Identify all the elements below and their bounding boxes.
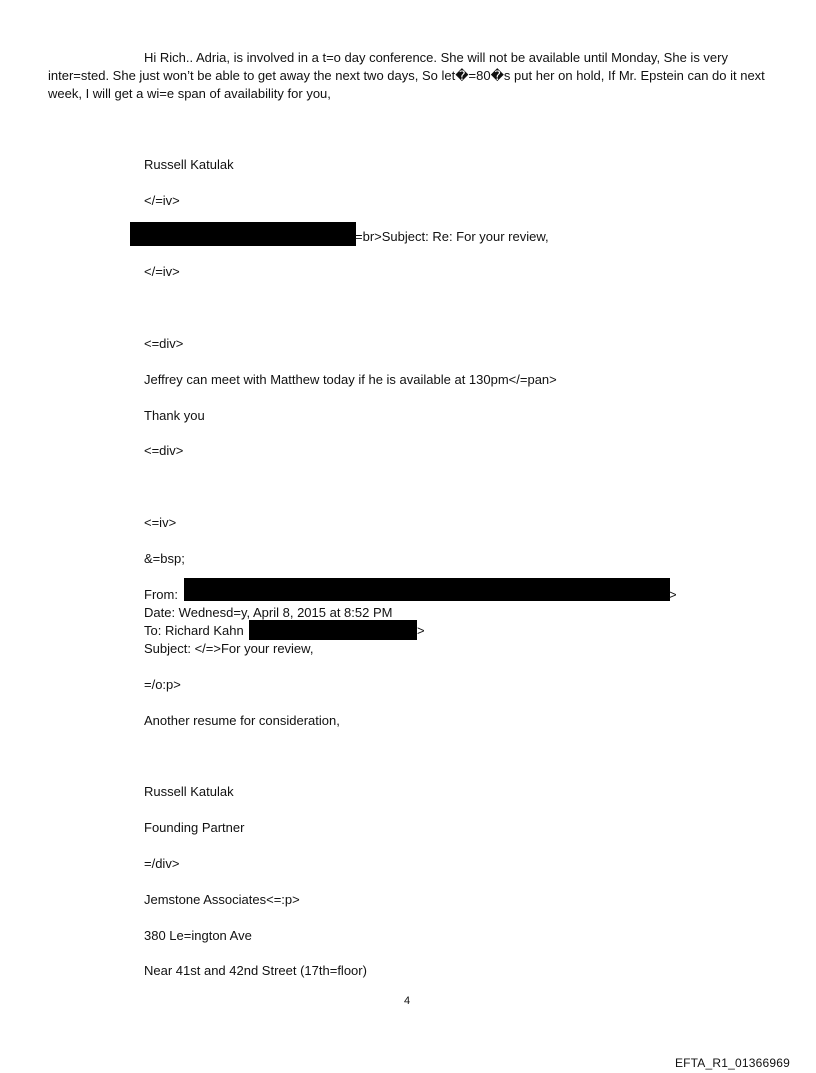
close-div-2: </=iv> xyxy=(144,264,180,279)
nbsp-line: &=bsp; xyxy=(144,551,185,566)
thank-you-line: Thank you xyxy=(144,408,205,423)
redaction-block-1 xyxy=(130,222,356,246)
redaction-block-3 xyxy=(249,620,417,640)
opening-paragraph xyxy=(48,49,773,103)
close-div-3: =/div> xyxy=(144,856,180,871)
from-tail: > xyxy=(669,587,677,602)
from-label: From: xyxy=(144,587,178,602)
page-number: 4 xyxy=(404,995,411,1007)
another-resume-line: Another resume for consideration, xyxy=(144,713,340,728)
date-line: Date: Wednesd=y, April 8, 2015 at 8:52 PM xyxy=(144,605,393,620)
address-line: 380 Le=ington Ave xyxy=(144,928,252,943)
opening-paragraph-text: Hi Rich.. Adria, is involved in a t=o day conference. She will not be available until Monday, She is very inter=sted. She just won’t be able to get away the next two days, So let�=80�s put her on hold, If Mr. Epstein can do it next week, I will get a wi=e span of availability for you, xyxy=(48,50,765,101)
subject-reply-line: =br>Subject: Re: For your review, xyxy=(355,229,549,244)
signature-name-2: Russell Katulak xyxy=(144,784,234,799)
to-label: To: Richard Kahn xyxy=(144,623,244,638)
to-tail: > xyxy=(417,623,425,638)
open-div-1: <=div> xyxy=(144,336,184,351)
company-line: Jemstone Associates<=:p> xyxy=(144,892,300,907)
cross-streets-line: Near 41st and 42nd Street (17th=floor) xyxy=(144,963,367,978)
subject-line: Subject: </=>For your review, xyxy=(144,641,314,656)
open-div-2: <=div> xyxy=(144,443,184,458)
jeffrey-meeting-line: Jeffrey can meet with Matthew today if he is available at 130pm</=pan> xyxy=(144,372,557,387)
signature-name-1: Russell Katulak xyxy=(144,157,234,172)
redaction-block-2 xyxy=(184,578,670,601)
op-tag-line: =/o:p> xyxy=(144,677,181,692)
close-div-1: </=iv> xyxy=(144,193,180,208)
document-id-footer: EFTA_R1_01366969 xyxy=(674,1056,790,1070)
signature-title: Founding Partner xyxy=(144,820,245,835)
open-iv-line: <=iv> xyxy=(144,515,177,530)
